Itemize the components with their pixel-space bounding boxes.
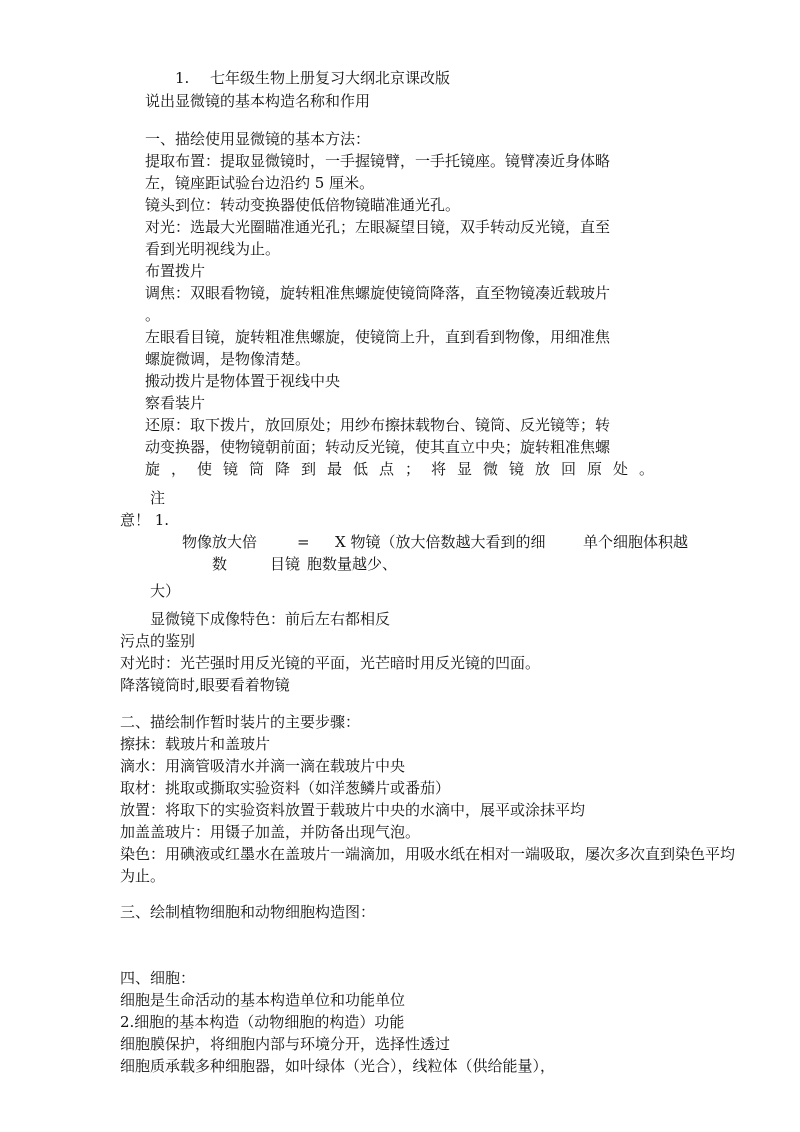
note-col2-bottom-b: 胞数量越少、 bbox=[307, 555, 398, 573]
text-line: 取材：挑取或撕取实验资料（如洋葱鳞片或番茄） bbox=[120, 779, 451, 797]
text-line: 。 bbox=[145, 306, 161, 324]
text-line: 降落镜筒时,眼要看着物镜 bbox=[120, 676, 290, 694]
text-line: 放置：将取下的实验资料放置于载玻片中央的水滴中，展平或涂抹平均 bbox=[120, 801, 586, 819]
text-line: 细胞是生命活动的基本构造单位和功能单位 bbox=[120, 991, 406, 1009]
note-col2-top: X 物镜（放大倍数越大看到的细 bbox=[335, 533, 546, 551]
text-line: 布置拨片 bbox=[145, 262, 206, 280]
text-line: 污点的鉴别 bbox=[120, 632, 196, 650]
note-col2-bottom-a: 目镜 bbox=[270, 555, 301, 573]
text-line: 察看装片 bbox=[145, 394, 206, 412]
list-number: 1. bbox=[175, 69, 190, 87]
text-line: 滴水：用滴管吸清水并滴一滴在载玻片中央 bbox=[120, 757, 406, 775]
text-line: 左眼看目镜，旋转粗准焦螺旋，使镜筒上升，直到看到物像，用细准焦 bbox=[145, 328, 611, 346]
text-line: 对光时：光芒强时用反光镜的平面，光芒暗时用反光镜的凹面。 bbox=[120, 654, 541, 672]
text-line: 显微镜下成像特色：前后左右都相反 bbox=[150, 610, 391, 628]
note-col1-bottom: 数 bbox=[212, 555, 228, 573]
text-line: 擦抹：载玻片和盖玻片 bbox=[120, 735, 271, 753]
note-col3-end: 大） bbox=[150, 582, 181, 600]
text-line: 加盖盖玻片：用镊子加盖，并防备出现气泡。 bbox=[120, 823, 421, 841]
text-line: 提取布置：提取显微镜时，一手握镜臂，一手托镜座。镜臂凑近身体略 bbox=[145, 152, 611, 170]
text-line: 调焦：双眼看物镜，旋转粗准焦螺旋使镜筒降落，直至物镜凑近载玻片 bbox=[145, 284, 611, 302]
text-line: 镜头到位：转动变换器使低倍物镜瞄准通光孔。 bbox=[145, 196, 461, 214]
note-equals: = bbox=[297, 533, 310, 551]
section-heading-temporary-slide: 二、描绘制作暂时装片的主要步骤： bbox=[120, 713, 361, 731]
text-line: 看到光明视线为止。 bbox=[145, 240, 281, 258]
text-line: 细胞膜保护，将细胞内部与环境分开，选择性透过 bbox=[120, 1035, 451, 1053]
note-col3-top: 单个细胞体积越 bbox=[583, 533, 689, 551]
section-heading-cell-diagram: 三、绘制植物细胞和动物细胞构造图： bbox=[120, 903, 376, 921]
document-title: 七年级生物上册复习大纲北京课改版 bbox=[210, 69, 451, 87]
text-line: 2.细胞的基本构造（动物细胞的构造）功能 bbox=[120, 1013, 405, 1031]
text-line: 为止。 bbox=[120, 867, 166, 885]
text-line: 左，镜座距试验台边沿约 5 厘米。 bbox=[145, 174, 375, 192]
note-label-top: 注 bbox=[150, 489, 166, 507]
text-line: 细胞质承载多种细胞器，如叶绿体（光合），线粒体（供给能量）， bbox=[120, 1057, 556, 1075]
text-line: 螺旋微调，是物像清楚。 bbox=[145, 350, 311, 368]
text-line: 旋，使镜筒降到最低点；将显微镜放回原处。 bbox=[145, 460, 666, 478]
section-heading-cell: 四、细胞： bbox=[120, 969, 196, 987]
text-line: 对光：选最大光圈瞄准通光孔；左眼凝望目镜，双手转动反光镜，直至 bbox=[145, 218, 611, 236]
section-heading-microscope-method: 一、描绘使用显微镜的基本方法： bbox=[145, 130, 371, 148]
document-subtitle: 说出显微镜的基本构造名称和作用 bbox=[145, 92, 371, 110]
note-label-bottom: 意！ 1. bbox=[120, 511, 170, 529]
note-col1-top: 物像放大倍 bbox=[182, 533, 258, 551]
text-line: 还原：取下拨片，放回原处；用纱布擦抹载物台、镜筒、反光镜等；转 bbox=[145, 416, 611, 434]
text-line: 搬动拨片是物体置于视线中央 bbox=[145, 372, 341, 390]
text-line: 染色：用碘液或红墨水在盖玻片一端滴加，用吸水纸在相对一端吸取，屡次多次直到染色平均 bbox=[120, 845, 736, 863]
text-line: 动变换器，使物镜朝前面；转动反光镜，使其直立中央；旋转粗准焦螺 bbox=[145, 438, 611, 456]
